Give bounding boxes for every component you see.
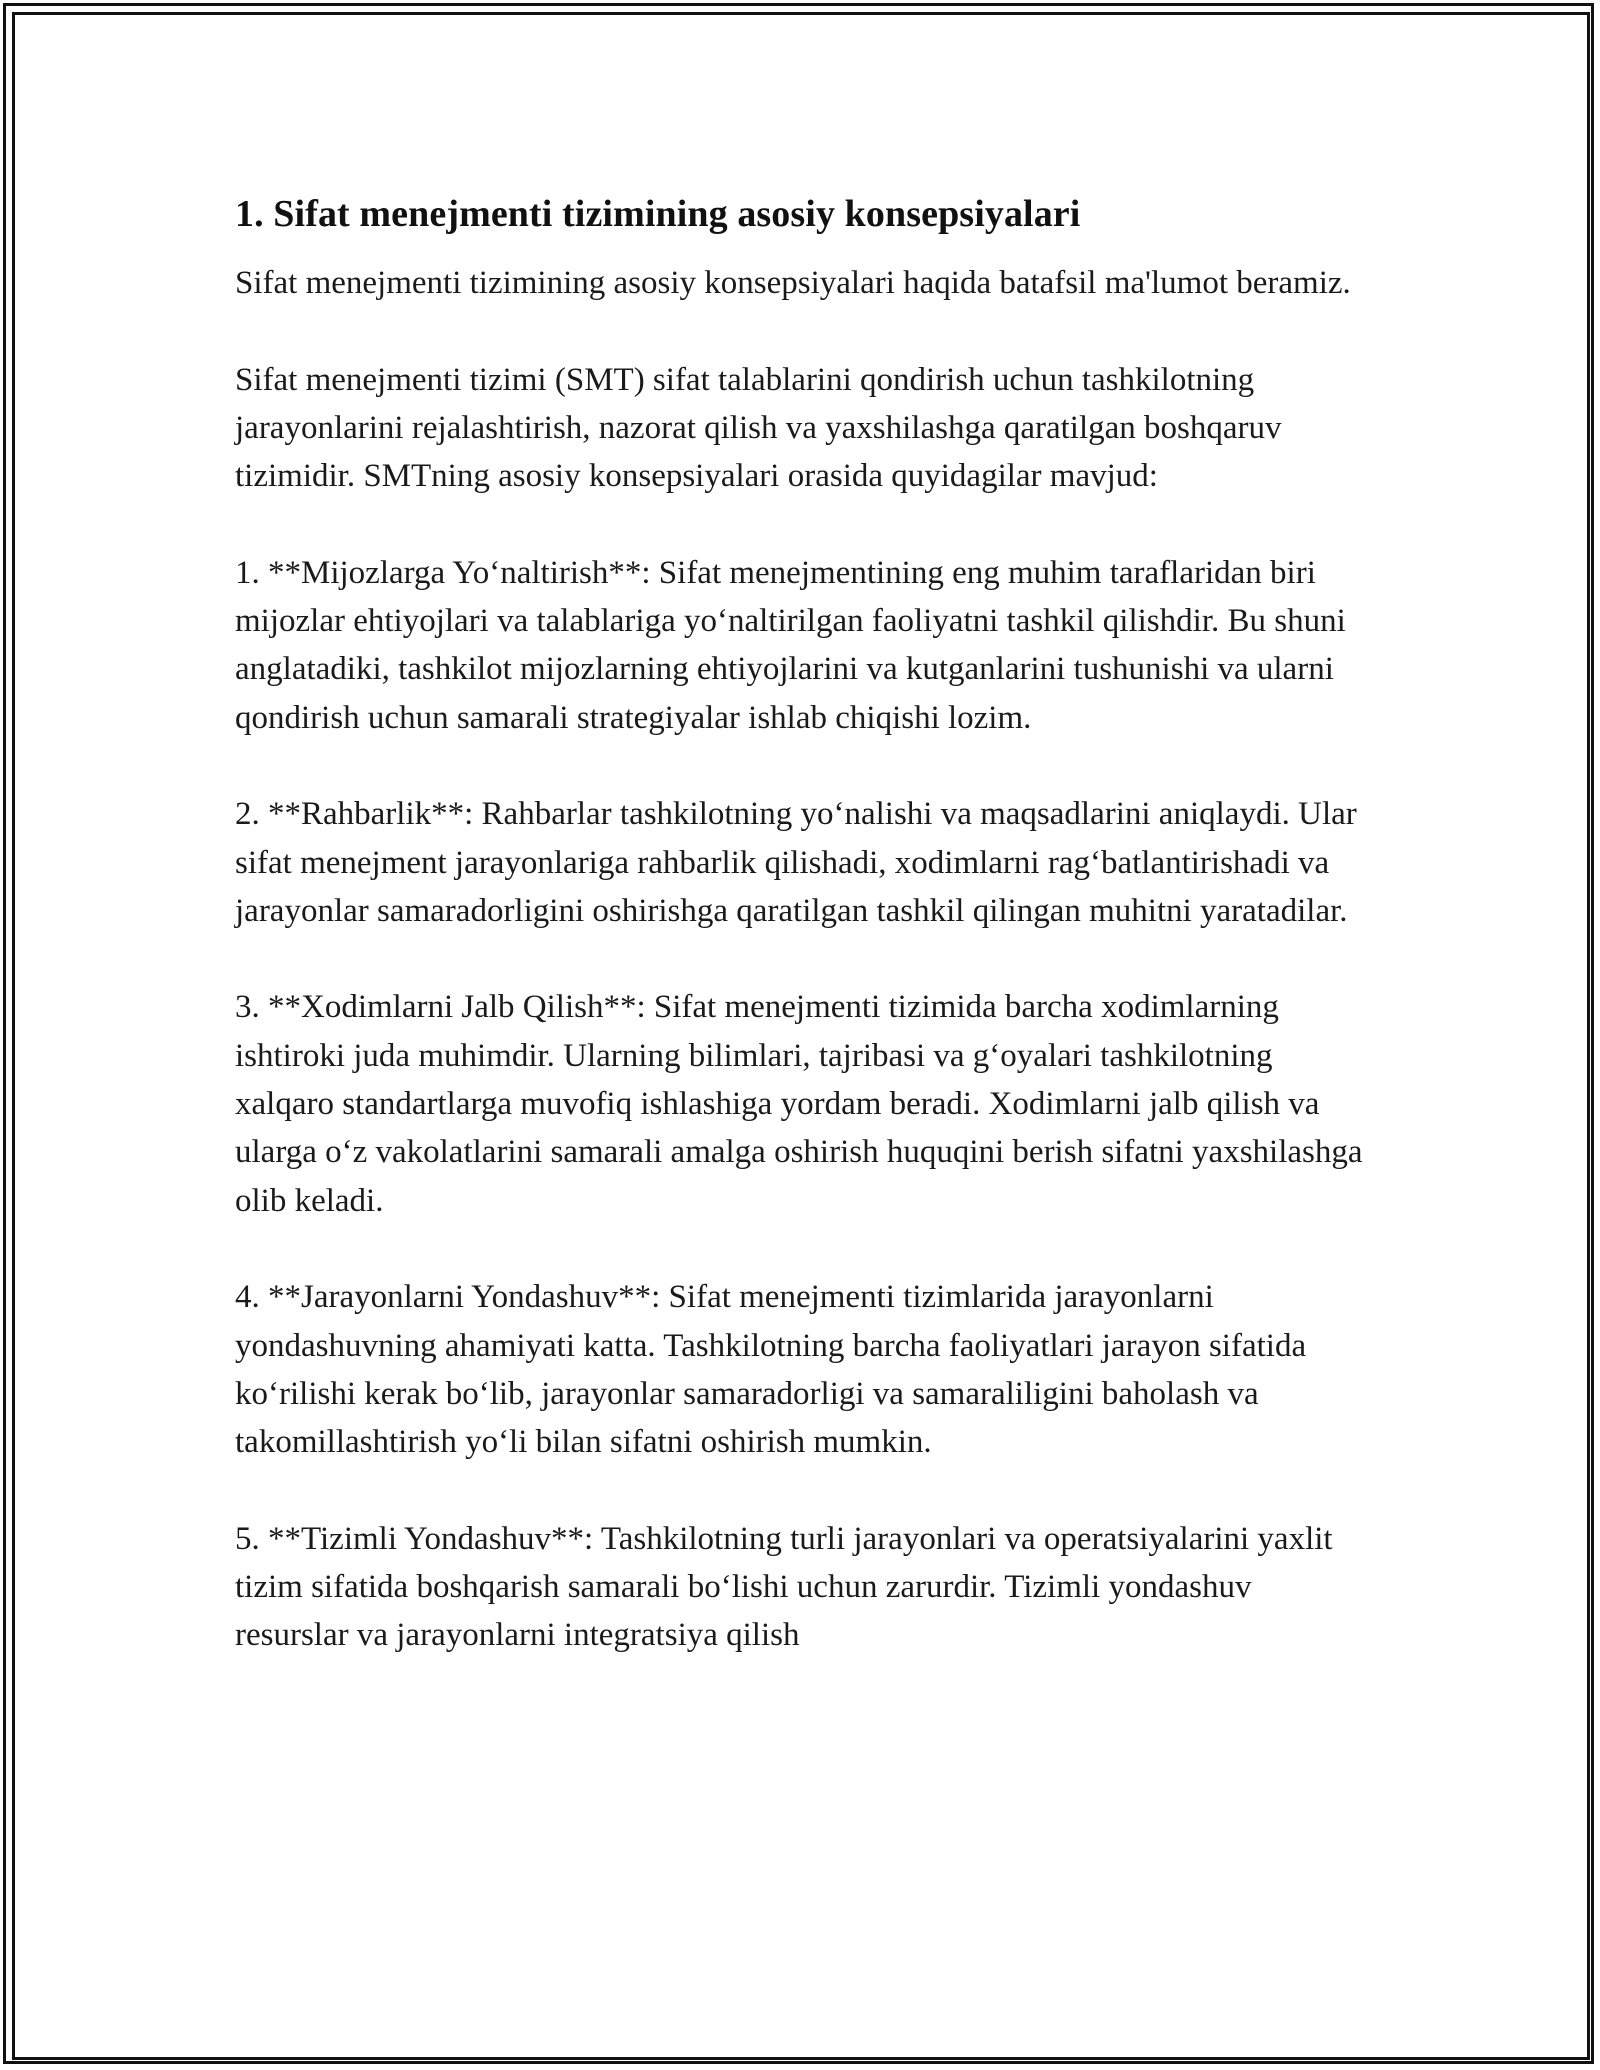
paragraph-spacer	[235, 935, 1370, 983]
paragraph-spacer	[235, 1466, 1370, 1514]
definition-paragraph: Sifat menejmenti tizimi (SMT) sifat talablarini qondirish uchun tashkilotning jarayonlarini rejalashtirish, nazorat qilish va yaxshilashga qaratilgan boshqaruv tizimidir. SMTning asosiy konsepsiyalari orasida quyidagilar mavjud:	[235, 361, 1282, 495]
concept-item-process-approach: 4. **Jarayonlarni Yondashuv**: Sifat menejmenti tizimlarida jarayonlarni yondashuvning ahamiyati katta. Tashkilotning barcha faoliyatlari jarayon sifatida ko‘rilishi kerak bo‘lib, jarayonlar samaradorligi va samaraliligini baholash va takomillashtirish yo‘li bilan sifatni oshirish mumkin.	[235, 1279, 1307, 1461]
intro-paragraph: Sifat menejmenti tizimining asosiy konsepsiyalari haqida batafsil ma'lumot beramiz.	[235, 265, 1351, 301]
concept-item-engagement: 3. **Xodimlarni Jalb Qilish**: Sifat menejmenti tizimida barcha xodimlarning ishtiroki juda muhimdir. Ularning bilimlari, tajribasi va g‘oyalari tashkilotning xalqaro standartlarga muvofiq ishlashiga yordam beradi. Xodimlarni jalb qilish va ularga o‘z vakolatlarini samarali amalga oshirish huquqini berish sifatni yaxshilashga olib keladi.	[235, 989, 1363, 1219]
concept-item-system-approach: 5. **Tizimli Yondashuv**: Tashkilotning turli jarayonlari va operatsiyalarini yaxlit tizim sifatida boshqarish samarali bo‘lishi uchun zarurdir. Tizimli yondashuv resurslar va jarayonlarni integratsiya qilish	[235, 1520, 1333, 1654]
paragraph-spacer	[235, 742, 1370, 790]
document-page	[235, 190, 1370, 1660]
paragraph-spacer	[235, 1225, 1370, 1273]
concept-item-leadership: 2. **Rahbarlik**: Rahbarlar tashkilotning yo‘nalishi va maqsadlarini aniqlaydi. Ular sifat menejment jarayonlariga rahbarlik qilishadi, xodimlarni rag‘batlantirishadi va jarayonlar samaradorligini oshirishga qaratilgan tashkil qilingan muhitni yaratadilar.	[235, 796, 1357, 929]
concept-item-customer-focus: 1. **Mijozlarga Yo‘naltirish**: Sifat menejmentining eng muhim taraflaridan biri mijozlar ehtiyojlari va talablariga yo‘naltirilgan faoliyatni tashkil qilishdir. Bu shuni anglatadiki, tashkilot mijozlarning ehtiyojlarini va kutganlarini tushunishi va ularni qondirish uchun samarali strategiyalar ishlab chiqishi lozim.	[235, 554, 1346, 736]
paragraph-spacer	[235, 500, 1370, 548]
paragraph-spacer	[235, 307, 1370, 355]
document-title: 1. Sifat menejmenti tizimining asosiy konsepsiyalari	[235, 193, 1081, 235]
